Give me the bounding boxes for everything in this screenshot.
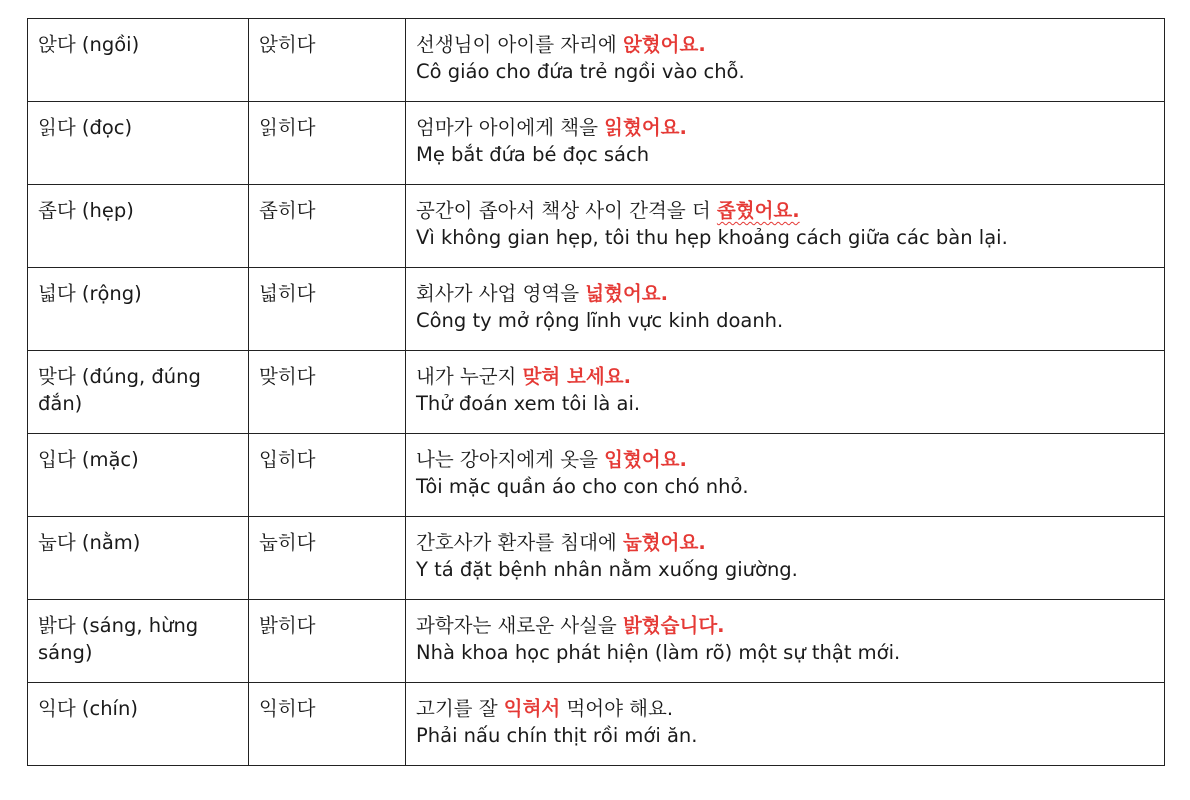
korean-example-text: 고기를 잘 [416,697,504,720]
causative-verb-cell: 앉히다 [249,19,406,102]
base-verb-line-1: 밝다 (sáng, hừng [38,614,199,637]
korean-example-text: 회사가 사업 영역을 [416,282,586,305]
base-verb-line-1: 익다 (chín) [38,697,138,720]
vietnamese-translation: Y tá đặt bệnh nhân nằm xuống giường. [416,558,798,581]
causative-verb-cell: 밝히다 [249,600,406,683]
highlighted-causative: 눕혔어요. [622,531,706,554]
korean-example [416,31,1154,58]
base-verb-line-2: đắn) [38,392,83,415]
causative-verb-cell: 눕히다 [249,517,406,600]
table-row [28,600,1165,683]
korean-example [416,612,1154,639]
base-verb-cell [28,517,249,600]
table-row [28,517,1165,600]
base-verb-cell [28,600,249,683]
vietnamese-translation: Cô giáo cho đứa trẻ ngồi vào chỗ. [416,60,745,83]
table-row [28,185,1165,268]
highlighted-causative: 맞혀 보세요. [522,365,631,388]
base-verb-line-1: 읽다 (đọc) [38,116,133,139]
highlighted-causative: 입혔어요. [604,448,687,471]
causative-verb-cell: 좁히다 [249,185,406,268]
highlighted-causative: 읽혔어요. [604,116,687,139]
causative-verb-cell: 넓히다 [249,268,406,351]
vietnamese-translation: Công ty mở rộng lĩnh vực kinh doanh. [416,309,784,332]
korean-example-text: 공간이 좁아서 책상 사이 간격을 더 [416,199,717,222]
causative-verb-cell: 맞히다 [249,351,406,434]
base-verb-cell [28,102,249,185]
example-cell [406,517,1165,600]
highlighted-causative: 익혀서 [503,697,561,720]
vietnamese-translation: Tôi mặc quần áo cho con chó nhỏ. [416,475,749,498]
korean-example-text: 선생님이 아이를 자리에 [416,33,623,56]
base-verb-line-1: 맞다 (đúng, đúng [38,365,201,388]
base-verb-line-1: 눕다 (nằm) [38,531,141,554]
example-cell [406,434,1165,517]
base-verb-line-1: 입다 (mặc) [38,448,139,471]
base-verb-cell [28,185,249,268]
base-verb-line-1: 좁다 (hẹp) [38,199,134,222]
vietnamese-translation: Nhà khoa học phát hiện (làm rõ) một sự thật mới. [416,641,901,664]
korean-example [416,114,1154,141]
base-verb-line-1: 앉다 (ngồi) [38,33,140,56]
example-cell [406,268,1165,351]
highlighted-causative: 앉혔어요. [622,33,706,56]
base-verb-cell [28,19,249,102]
korean-example-text: 과학자는 새로운 사실을 [416,614,623,637]
table-row [28,683,1165,766]
base-verb-cell [28,434,249,517]
table-row [28,434,1165,517]
vietnamese-translation: Vì không gian hẹp, tôi thu hẹp khoảng cách giữa các bàn lại. [416,226,1008,249]
base-verb-cell [28,683,249,766]
example-cell [406,102,1165,185]
example-cell [406,185,1165,268]
vietnamese-translation: Phải nấu chín thịt rồi mới ăn. [416,724,698,747]
causative-verb-cell: 익히다 [249,683,406,766]
table-row [28,19,1165,102]
base-verb-line-2: sáng) [38,641,93,664]
base-verb-line-1: 넓다 (rộng) [38,282,142,305]
korean-example [416,197,1154,224]
korean-example [416,446,1154,473]
table-row [28,351,1165,434]
highlighted-causative: 넓혔어요. [585,282,669,305]
base-verb-cell [28,268,249,351]
korean-example-text: 간호사가 환자를 침대에 [416,531,623,554]
causative-verb-cell: 읽히다 [249,102,406,185]
base-verb-cell [28,351,249,434]
vietnamese-translation: Mẹ bắt đứa bé đọc sách [416,143,650,166]
table-row [28,102,1165,185]
table-row [28,268,1165,351]
korean-example [416,363,1154,390]
korean-example-tail: 먹어야 해요. [560,697,674,720]
example-cell [406,683,1165,766]
korean-example-text: 엄마가 아이에게 책을 [416,116,605,139]
korean-example [416,695,1154,722]
highlighted-causative: 좁혔어요. [716,199,800,222]
vietnamese-translation: Thử đoán xem tôi là ai. [416,392,641,415]
vocabulary-table-container [27,18,1165,766]
korean-example [416,280,1154,307]
korean-example-text: 내가 누군지 [416,365,523,388]
causative-verb-cell: 입히다 [249,434,406,517]
table-body [28,19,1165,766]
example-cell [406,19,1165,102]
highlighted-causative: 밝혔습니다. [622,614,725,637]
example-cell [406,351,1165,434]
example-cell [406,600,1165,683]
causative-verb-table [27,18,1165,766]
korean-example [416,529,1154,556]
korean-example-text: 나는 강아지에게 옷을 [416,448,605,471]
